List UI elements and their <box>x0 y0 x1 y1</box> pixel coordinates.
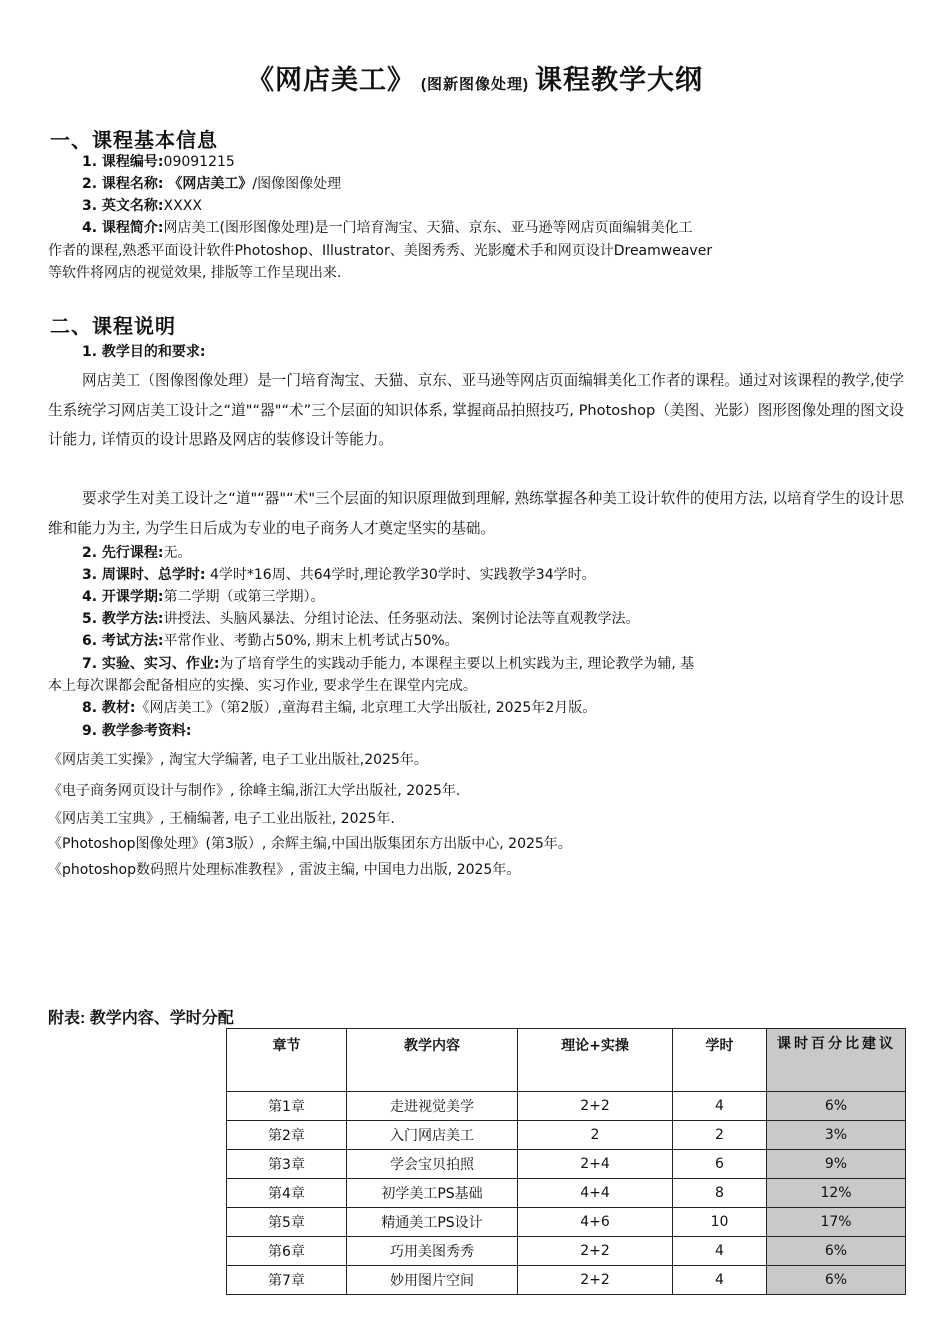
cell-hours: 6 <box>673 1150 767 1179</box>
course-intro-value: 网店美工(图形图像处理)是一门培育淘宝、天猫、京东、亚马逊等网店页面编辑美化工 <box>163 220 693 236</box>
cell-content: 入门网店美工 <box>347 1121 518 1150</box>
cell-hours: 4 <box>673 1237 767 1266</box>
cell-content: 走进视觉美学 <box>347 1092 518 1121</box>
method-value: 讲授法、头脑风暴法、分组讨论法、任务驱动法、案例讨论法等直观教学法。 <box>163 611 640 627</box>
purpose-paragraph-2: 要求学生对美工设计之“道"“器"“术"三个层面的知识原理做到理解, 熟练掌握各种美工设计软件的使用方法, 以培育学生的设计思维和能力为主, 为学生日后成为专业的电子商务人才奠定坚实的基础。 <box>48 490 904 537</box>
cell-chapter: 第7章 <box>227 1266 347 1295</box>
cell-percent: 6% <box>767 1092 906 1121</box>
course-intro-line2: 作者的课程,熟悉平面设计软件Photoshop、Illustrator、美图秀秀、光影魔术手和网页设计Dreamweaver <box>48 243 713 259</box>
cell-percent: 6% <box>767 1237 906 1266</box>
cell-hours: 10 <box>673 1208 767 1237</box>
cell-hours: 4 <box>673 1092 767 1121</box>
semester-label: 4. 开课学期: <box>82 589 164 605</box>
reference-item: 《网店美工宝典》, 王楠编著, 电子工业出版社, 2025年. <box>48 811 395 827</box>
col-header-content: 教学内容 <box>347 1029 518 1092</box>
table-row <box>227 1150 906 1179</box>
cell-percent: 12% <box>767 1179 906 1208</box>
cell-percent: 17% <box>767 1208 906 1237</box>
table-row <box>227 1266 906 1295</box>
practice-label: 7. 实验、实习、作业: <box>82 656 220 672</box>
cell-content: 初学美工PS基础 <box>347 1179 518 1208</box>
hours-label: 3. 周课时、总学时: <box>82 567 206 583</box>
title-main: 《网店美工》 <box>247 65 415 95</box>
table-header-row <box>227 1029 906 1092</box>
cell-theory-practice: 2 <box>518 1121 673 1150</box>
col-header-hours: 学时 <box>673 1029 767 1092</box>
course-intro-label: 4. 课程简介: <box>82 220 164 236</box>
purpose-label: 1. 教学目的和要求: <box>82 344 206 360</box>
section1-heading: 一、课程基本信息 <box>50 128 218 152</box>
course-name-label: 2. 课程名称: 《网店美工》 <box>82 176 253 192</box>
course-intro-line3: 等软件将网店的视觉效果, 排版等工作呈现出来. <box>48 265 342 281</box>
course-name-value: /图像图像处理 <box>252 176 342 192</box>
course-name-line <box>82 175 341 194</box>
document-title <box>0 58 950 97</box>
cell-percent: 6% <box>767 1266 906 1295</box>
cell-theory-practice: 2+4 <box>518 1150 673 1179</box>
reference-item: 《网店美工实操》, 淘宝大学编著, 电子工业出版社,2025年。 <box>48 752 428 768</box>
semester-value: 第二学期（或第三学期）。 <box>163 589 325 605</box>
textbook-value: 《网店美工》（第2版）,童海君主编, 北京理工大学出版社, 2025年2月版。 <box>135 700 597 716</box>
cell-hours: 8 <box>673 1179 767 1208</box>
cell-percent: 9% <box>767 1150 906 1179</box>
cell-content: 巧用美图秀秀 <box>347 1237 518 1266</box>
practice-line <box>82 655 694 674</box>
section2-heading: 二、课程说明 <box>50 314 176 338</box>
title-tail: 课程教学大纲 <box>535 65 703 95</box>
english-name-line <box>82 197 202 216</box>
col-header-chapter: 章节 <box>227 1029 347 1092</box>
appendix-title: 附表: 教学内容、学时分配 <box>48 1010 234 1027</box>
cell-chapter: 第2章 <box>227 1121 347 1150</box>
practice-line2: 本上每次课都会配备相应的实操、实习作业, 要求学生在课堂内完成。 <box>48 678 477 694</box>
english-name-value: XXXX <box>163 198 202 214</box>
course-code-line <box>82 153 235 172</box>
cell-theory-practice: 4+4 <box>518 1179 673 1208</box>
table-row <box>227 1208 906 1237</box>
cell-content: 精通美工PS设计 <box>347 1208 518 1237</box>
cell-content: 妙用图片空间 <box>347 1266 518 1295</box>
course-code-label: 1. 课程编号: <box>82 154 164 170</box>
practice-value: 为了培育学生的实践动手能力, 本课程主要以上机实践为主, 理论教学为辅, 基 <box>219 656 695 672</box>
col-header-theory-practice: 理论+实操 <box>518 1029 673 1092</box>
table-row <box>227 1092 906 1121</box>
semester-line <box>82 588 325 607</box>
cell-theory-practice: 2+2 <box>518 1237 673 1266</box>
cell-chapter: 第4章 <box>227 1179 347 1208</box>
method-line <box>82 610 640 629</box>
exam-label: 6. 考试方法: <box>82 633 164 649</box>
cell-theory-practice: 2+2 <box>518 1092 673 1121</box>
cell-hours: 2 <box>673 1121 767 1150</box>
textbook-label: 8. 教材: <box>82 700 136 716</box>
cell-chapter: 第6章 <box>227 1237 347 1266</box>
cell-chapter: 第3章 <box>227 1150 347 1179</box>
prereq-label: 2. 先行课程: <box>82 545 164 561</box>
cell-theory-practice: 2+2 <box>518 1266 673 1295</box>
reference-item: 《Photoshop图像处理》(第3版）, 余辉主编,中国出版集团东方出版中心, 2025年。 <box>48 836 572 852</box>
hours-value: 4学时*16周、共64学时,理论教学30学时、实践教学34学时。 <box>205 567 596 583</box>
purpose-paragraph-1: 网店美工（图像图像处理）是一门培育淘宝、天猫、京东、亚马逊等网店页面编辑美化工作者的课程。通过对该课程的教学,使学生系统学习网店美工设计之“道"“器"“术”三个层面的知识体系, 掌握商品拍照技巧, Photoshop（美图、光影）图形图像处理的图文设计能力, 详情页的设计思路及网店的装修设计等能力。 <box>48 372 904 448</box>
course-code-value: 09091215 <box>163 154 235 170</box>
method-label: 5. 教学方法: <box>82 611 164 627</box>
cell-percent: 3% <box>767 1121 906 1150</box>
hours-line <box>82 566 596 585</box>
cell-chapter: 第1章 <box>227 1092 347 1121</box>
exam-line <box>82 632 459 651</box>
cell-content: 学会宝贝拍照 <box>347 1150 518 1179</box>
prereq-line <box>82 544 192 563</box>
col-header-percent: 课时百分比建议 <box>767 1029 906 1092</box>
table-row <box>227 1237 906 1266</box>
cell-theory-practice: 4+6 <box>518 1208 673 1237</box>
textbook-line <box>82 699 596 718</box>
title-sub: (图新图像处理) <box>421 76 529 93</box>
cell-hours: 4 <box>673 1266 767 1295</box>
cell-chapter: 第5章 <box>227 1208 347 1237</box>
table-row <box>227 1179 906 1208</box>
refs-label: 9. 教学参考资料: <box>82 723 192 739</box>
reference-item: 《电子商务网页设计与制作》, 徐峰主编,浙江大学出版社, 2025年. <box>48 783 461 799</box>
hours-allocation-table <box>226 1028 906 1295</box>
reference-item: 《photoshop数码照片处理标准教程》, 雷波主编, 中国电力出版, 2025年。 <box>48 862 521 878</box>
english-name-label: 3. 英文名称: <box>82 198 164 214</box>
exam-value: 平常作业、考勤占50%, 期末上机考试占50%。 <box>163 633 459 649</box>
prereq-value: 无。 <box>163 545 192 561</box>
table-row <box>227 1121 906 1150</box>
course-intro-line <box>82 219 692 238</box>
